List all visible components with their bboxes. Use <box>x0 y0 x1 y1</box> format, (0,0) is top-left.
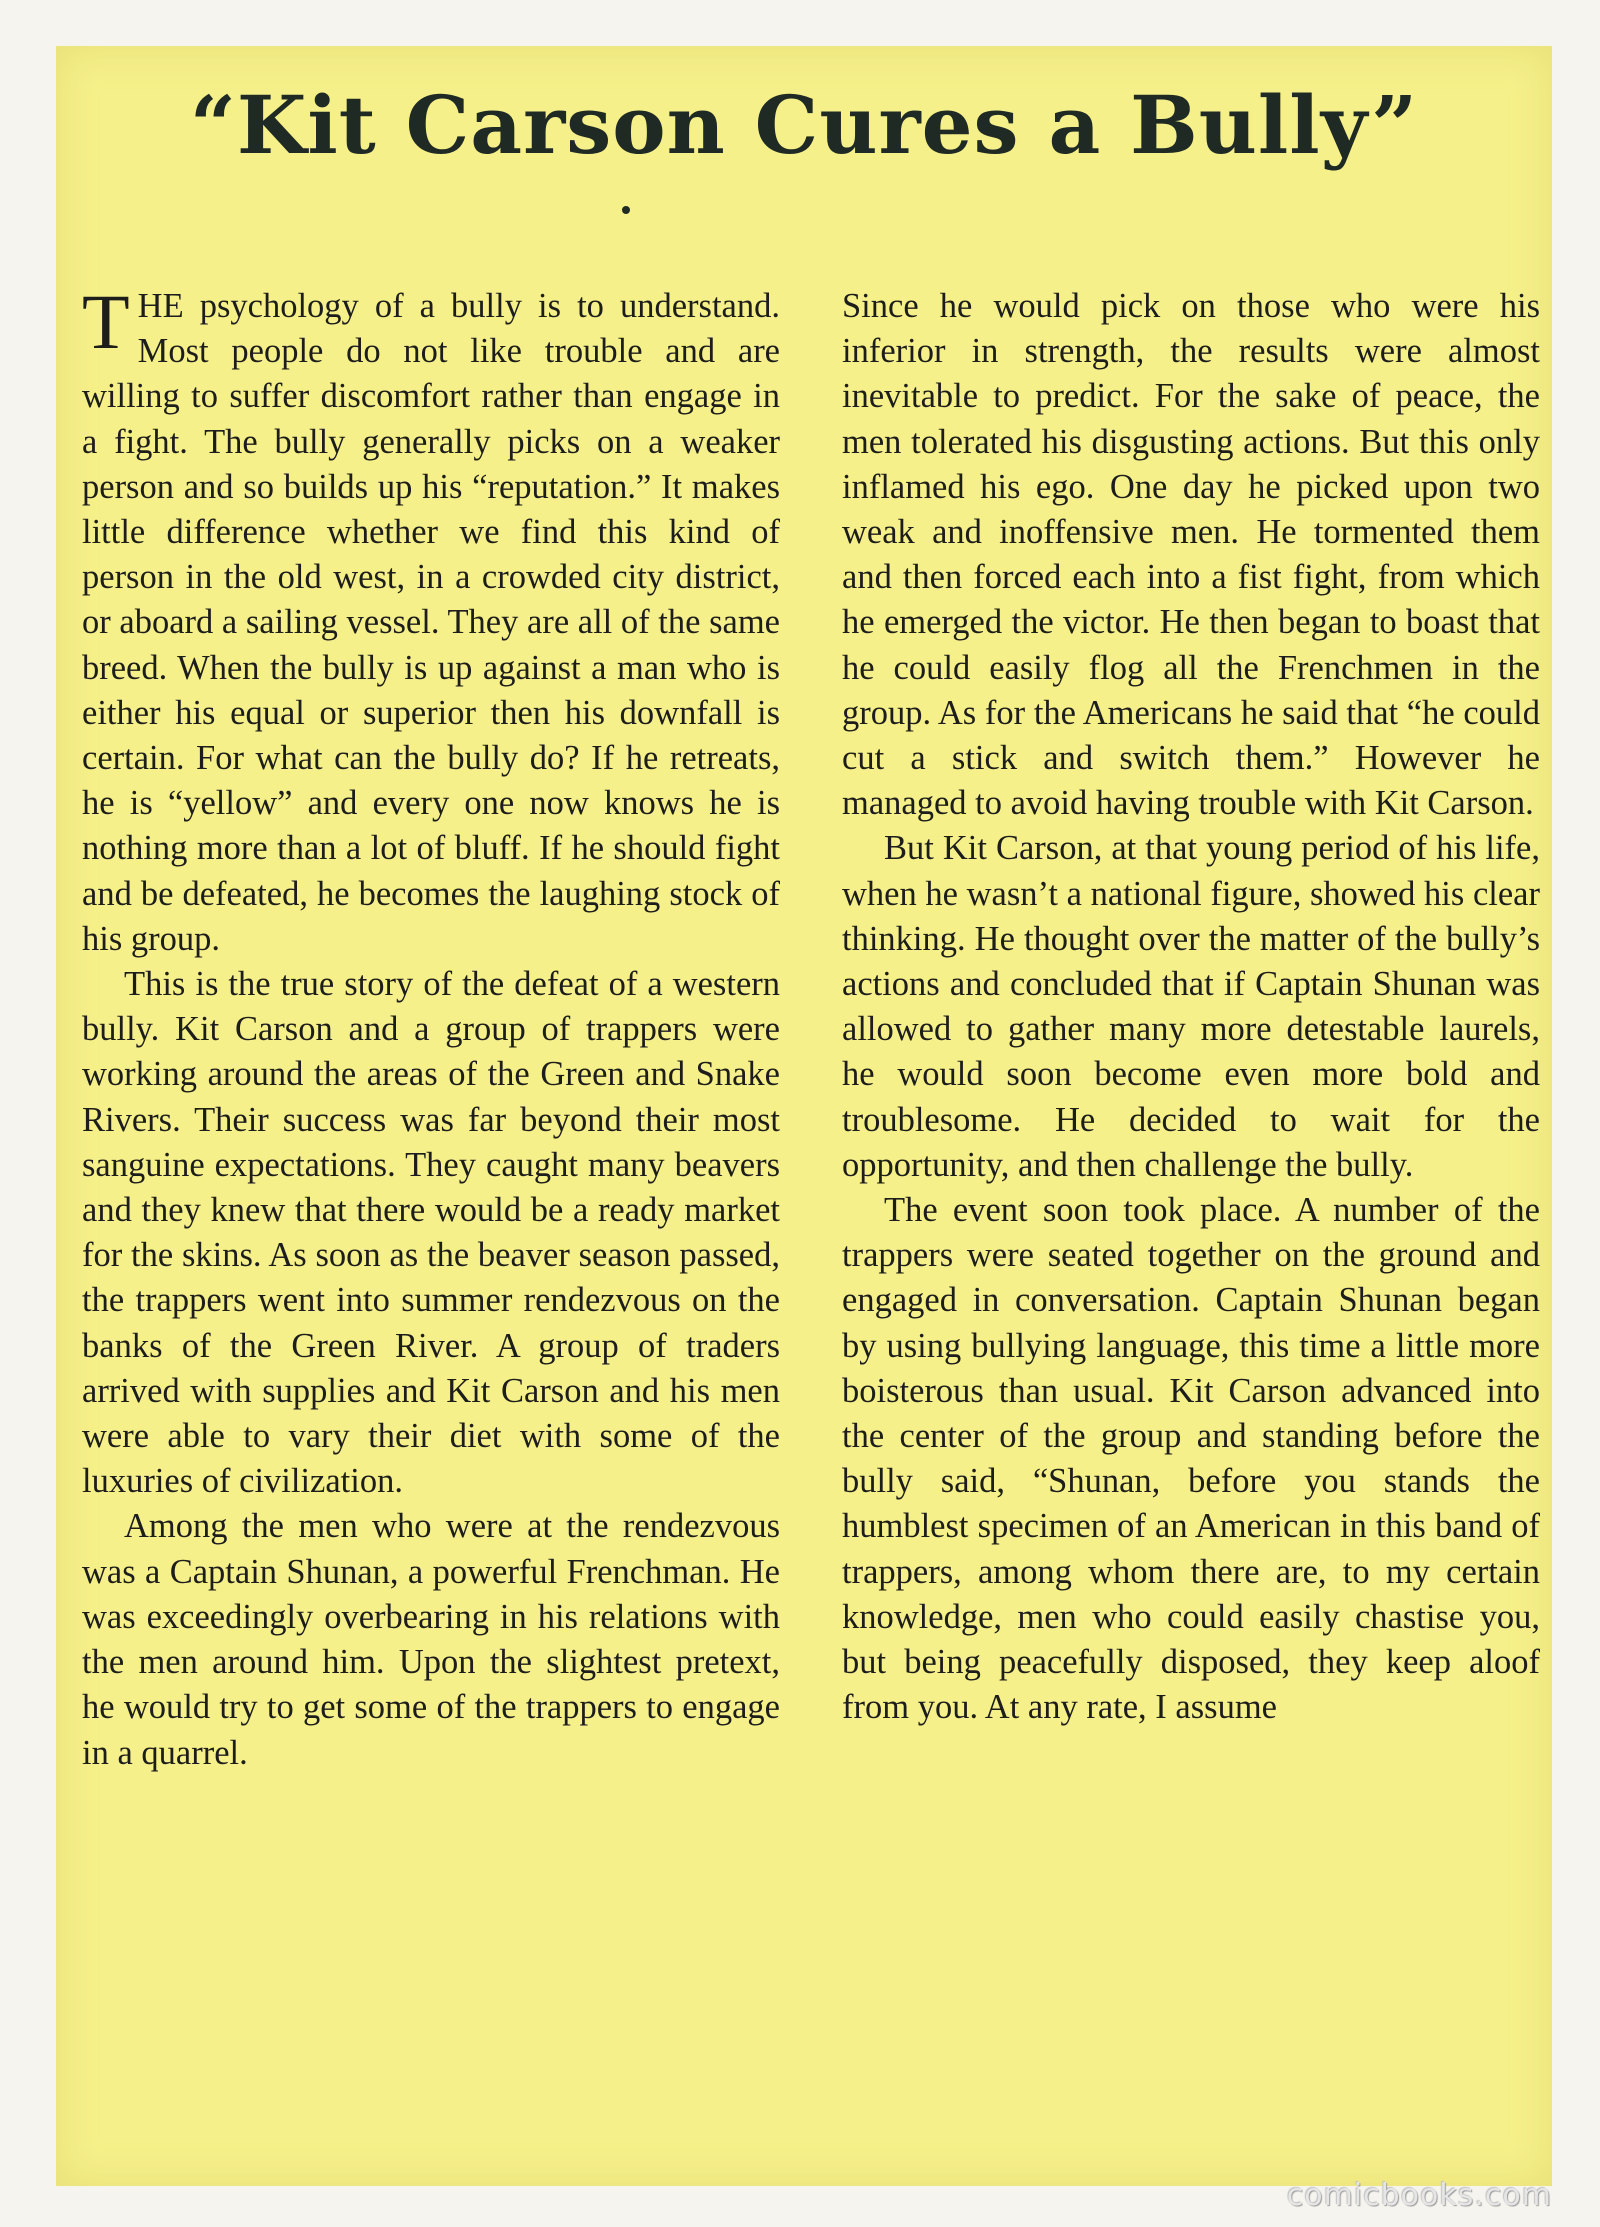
paragraph-intro-text: HE psychology of a bully is to understand. Most people do not like trouble and are willing to suffer discomfort rather than engage in a fight. The bully generally picks on a weaker person and so builds up his “reputation.” It makes little difference whether we find this kind of person in the old west, in a crowded city district, or aboard a sailing vessel. They are all of the same breed. When the bully is up against a man who is either his equal or superior then his downfall is certain. For what can the bully do? If he retreats, he is “yellow” and every one now knows he is nothing more than a lot of bluff. If he should fight and be defeated, he becomes the laughing stock of his group. <box>82 287 780 958</box>
paragraph-kit-thinking: But Kit Carson, at that young period of his life, when he wasn’t a national figure, showed his clear thinking. He thought over the matter of the bully’s actions and concluded that if Captain Shunan was allowed to gather many more detestable laurels, he would soon become even more bold and troublesome. He decided to wait for the opportunity, and then challenge the bully. <box>842 829 1540 1184</box>
paragraph-story-setup: This is the true story of the defeat of a western bully. Kit Carson and a group of trappers were working around the areas of the Green and Snake Rivers. Their success was far beyond their most sanguine expectations. They caught many beavers and they knew that there would be a ready market for the skins. As soon as the beaver season passed, the trappers went into summer rendezvous on the banks of the Green River. A group of traders arrived with supplies and Kit Carson and his men were able to vary their diet with some of the luxuries of civilization. <box>82 965 780 1501</box>
site-watermark: comicbooks.com <box>1286 2178 1552 2213</box>
paragraph-continued: Since he would pick on those who were his inferior in strength, the results were almost inevitable to predict. For the sake of peace, the men tolerated his disgusting actions. But this only inflamed his ego. One day he picked upon two weak and inoffensive men. He tormented them and then forced each into a fist fight, from which he emerged the victor. He then began to boast that he could easily flog all the Frenchmen in the group. As for the Americans he said that “he could cut a stick and switch them.” However he managed to avoid having trouble with Kit Carson. <box>842 287 1540 823</box>
drop-cap: T <box>82 278 130 365</box>
paragraph-intro <box>82 278 780 962</box>
right-column <box>842 284 1540 1731</box>
paragraph-the-event: The event soon took place. A number of the trappers were seated together on the ground and engaged in conversation. Captain Shunan began by using bullying language, this time a little more boisterous than usual. Kit Carson advanced into the center of the group and standing before the bully said, “Shunan, before you stands the humblest specimen of an American in this band of trappers, among whom there are, to my certain knowledge, men who could easily chastise you, but being peacefully disposed, they keep aloof from you. At any rate, I assume <box>842 1191 1540 1727</box>
title-ornament-dot <box>622 206 630 214</box>
article-title: “Kit Carson Cures a Bully” <box>189 78 1419 172</box>
left-column <box>82 278 780 1776</box>
article-panel <box>56 46 1552 2186</box>
paragraph-captain-shunan: Among the men who were at the rendezvous was a Captain Shunan, a powerful Frenchman. He was exceedingly overbearing in his relations with the men around him. Upon the slightest pretext, he would try to get some of the trappers to engage in a quarrel. <box>82 1507 780 1772</box>
